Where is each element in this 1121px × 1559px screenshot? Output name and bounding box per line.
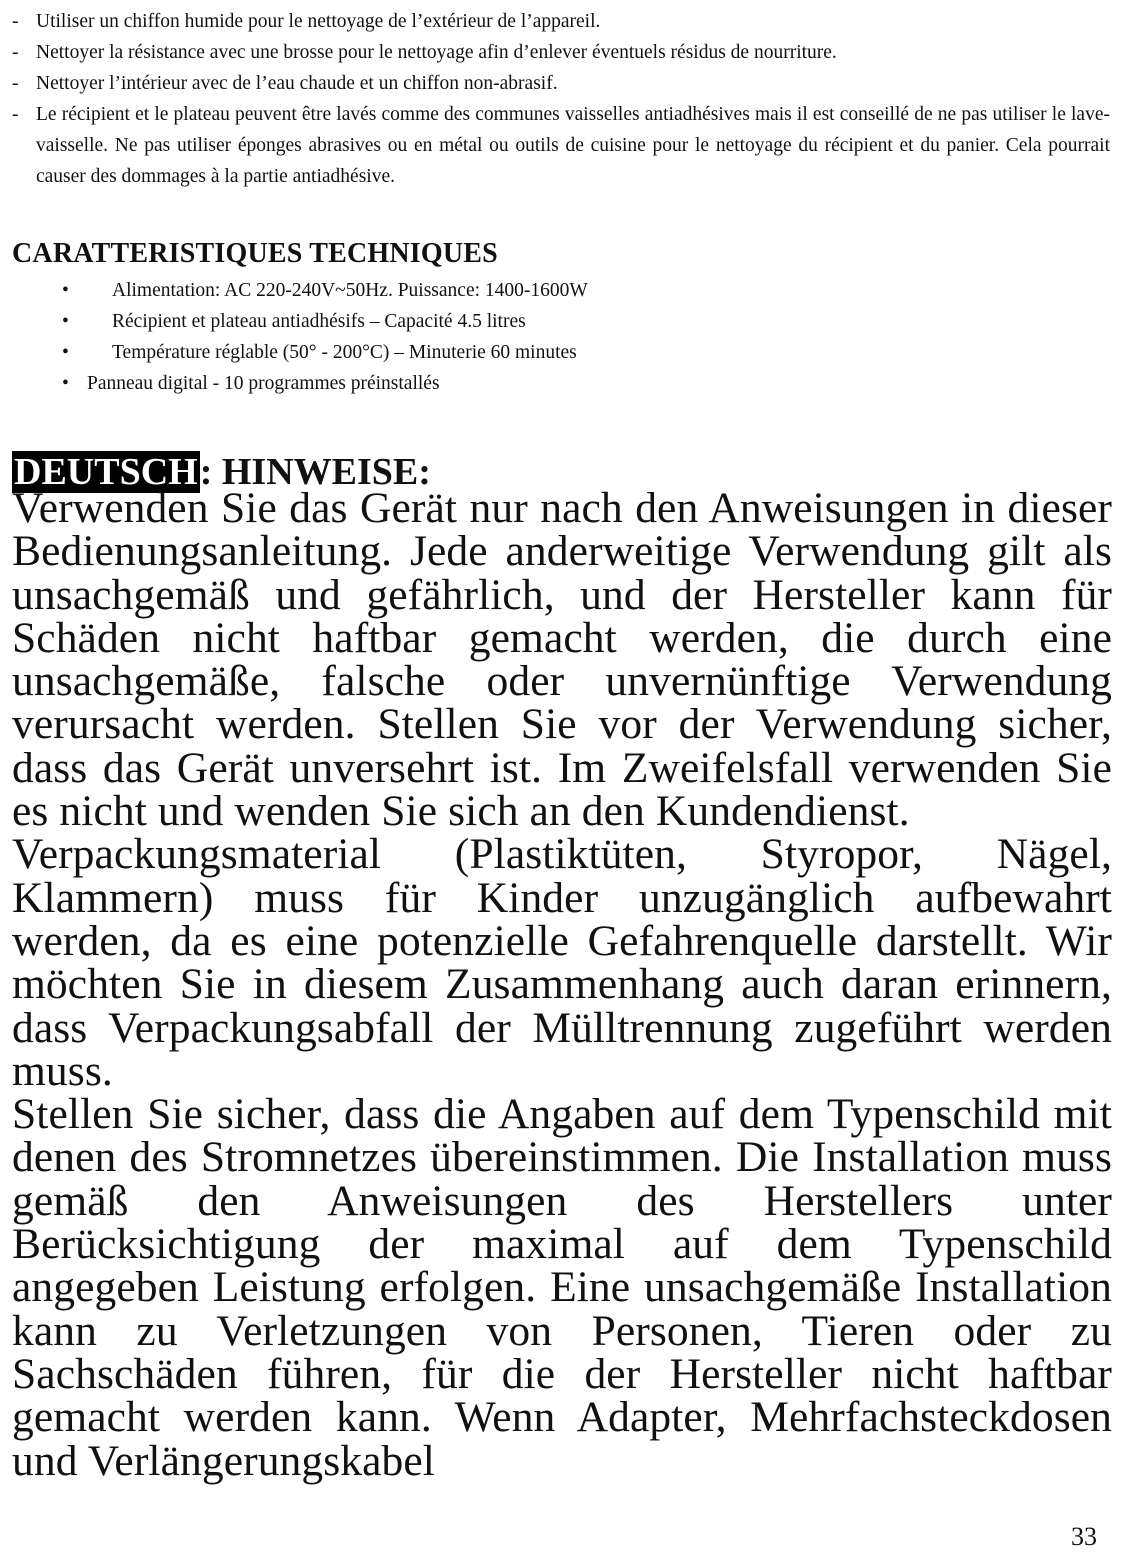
paragraph: Stellen Sie sicher, dass die Angaben auf dem Typenschild mit denen des Stromnetzes übereinstimmen. Die Installation muss gemäß den Anweisungen des Herstellers unter Berücksichtigung der maximal auf dem Typenschild angegeben Leistung erfolgen. Eine unsachgemäße Installation kann zu Verletzungen von Personen, Tieren oder zu Sachschäden führen, für die der Hersteller nicht haftbar gemacht werden kann. Wenn Adapter, Mehrfachsteckdosen und Verlängerungskabel [12, 1090, 1112, 1485]
page-number: 33 [1071, 1522, 1097, 1551]
bullet-icon: • [62, 342, 69, 363]
list-item [0, 275, 588, 306]
list-item-text: Alimentation: AC 220-240V~50Hz. Puissance: 1400-1600W [112, 280, 588, 301]
paragraph: Verwenden Sie das Gerät nur nach den Anweisungen in dieser Bedienungsanleitung. Jede anderweitige Verwendung gilt als unsachgemäß und gefährlich, und der Hersteller kann für Schäden nicht haftbar gemacht werden, die durch eine unsachgemäße, falsche oder unvernünftige Verwendung verursacht werden. Stellen Sie vor der Verwendung sicher, dass das Gerät unversehrt ist. Im Zweifelsfall verwenden Sie es nicht und wenden Sie sich an den Kundendienst. [12, 484, 1112, 836]
list-item [12, 99, 1110, 192]
dash-marker: - [12, 104, 19, 125]
heading-suffix: : HINWEISE: [199, 451, 431, 493]
dash-marker: - [12, 42, 19, 63]
language-label: DEUTSCH [14, 451, 198, 493]
bullet-icon: • [62, 373, 69, 394]
list-item [0, 306, 588, 337]
list-item-text: Panneau digital - 10 programmes préinstallés [87, 373, 440, 394]
list-item-text: Nettoyer la résistance avec une brosse pour le nettoyage afin d’enlever éventuels résidus de nourriture. [36, 42, 837, 63]
specs-heading: CARATTERISTIQUES TECHNIQUES [12, 238, 498, 269]
list-item-text: Nettoyer l’intérieur avec de l’eau chaude et un chiffon non-abrasif. [36, 73, 558, 94]
french-cleaning-list [12, 6, 1110, 192]
dash-marker: - [12, 11, 19, 32]
list-item-text: Température réglable (50° - 200°C) – Minuterie 60 minutes [112, 342, 577, 363]
bullet-icon: • [62, 311, 69, 332]
list-item [12, 6, 1110, 37]
bullet-icon: • [62, 280, 69, 301]
list-item [12, 68, 1110, 99]
list-item-text: Récipient et plateau antiadhésifs – Capacité 4.5 litres [112, 311, 526, 332]
list-item [12, 37, 1110, 68]
list-item [0, 337, 588, 368]
german-body-text [12, 484, 1112, 1485]
paragraph: Verpackungsmaterial (Plastiktüten, Styropor, Nägel, Klammern) muss für Kinder unzugänglich aufbewahrt werden, da es eine potenzielle Gefahrenquelle darstellt. Wir möchten Sie in diesem Zusammenhang auch daran erinnern, dass Verpackungsabfall der Mülltrennung zugeführt werden muss. [12, 830, 1112, 1095]
list-item-text: Utiliser un chiffon humide pour le nettoyage de l’extérieur de l’appareil. [36, 11, 601, 32]
list-item [0, 368, 588, 399]
specs-list [0, 275, 588, 399]
list-item-text: Le récipient et le plateau peuvent être lavés comme des communes vaisselles antiadhésives mais il est conseillé de ne pas utiliser le lave-vaisselle. Ne pas utiliser éponges abrasives ou en métal ou outils de cuisine pour le nettoyage du récipient et du panier. Cela pourrait causer des dommages à la partie antiadhésive. [36, 104, 1110, 187]
dash-marker: - [12, 73, 19, 94]
